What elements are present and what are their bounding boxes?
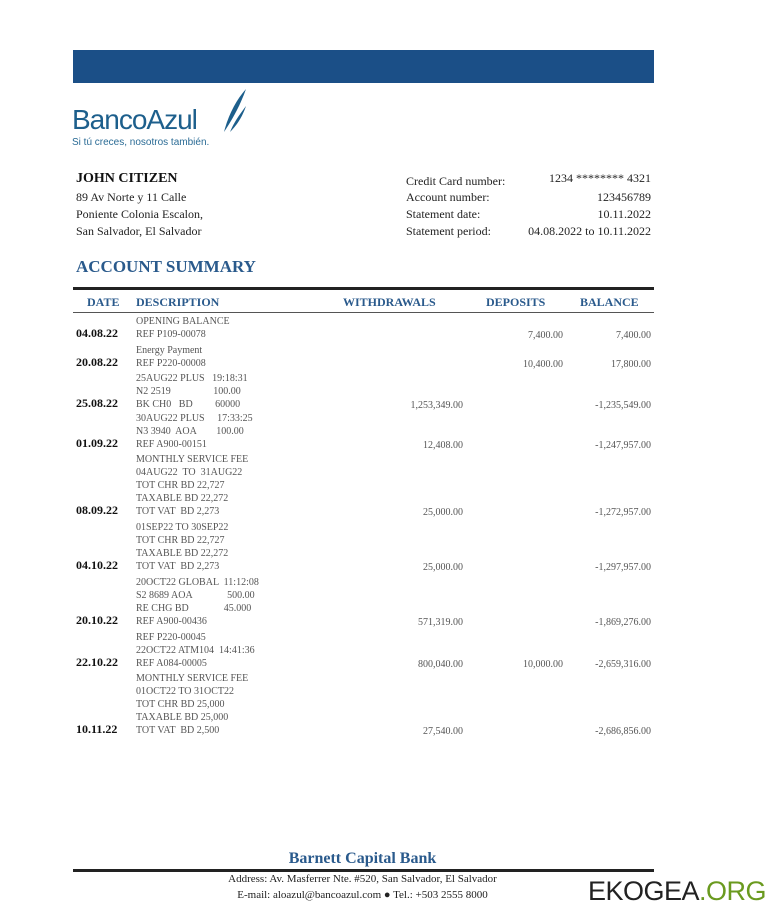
watermark-main: EKOGEA bbox=[588, 876, 700, 906]
table-row bbox=[0, 576, 743, 628]
footer-contact: E-mail: aloazul@bancoazul.com ● Tel.: +503 2555 8000 bbox=[237, 889, 488, 901]
table-row bbox=[0, 631, 743, 670]
transaction-balance: -1,297,957.00 bbox=[595, 562, 651, 573]
transaction-date: 22.10.22 bbox=[76, 655, 118, 669]
statement-period-value: 04.08.2022 to 10.11.2022 bbox=[528, 224, 651, 238]
customer-address-line: 89 Av Norte y 11 Calle bbox=[76, 190, 187, 204]
card-number-label: Credit Card number: bbox=[406, 174, 506, 188]
table-row bbox=[0, 453, 743, 518]
watermark bbox=[588, 876, 766, 907]
table-row bbox=[0, 344, 743, 370]
transaction-description: 20OCT22 GLOBAL 11:12:08 S2 8689 AOA 500.00 RE CHG BD 45.000 REF A900-00436 bbox=[136, 577, 259, 627]
transaction-date: 08.09.22 bbox=[76, 503, 118, 517]
customer-address-line: San Salvador, El Salvador bbox=[76, 224, 202, 238]
account-number-label: Account number: bbox=[406, 190, 490, 204]
table-row bbox=[0, 672, 743, 737]
bank-logo: BancoAzul bbox=[72, 104, 197, 135]
transaction-description: REF P220-00045 22OCT22 ATM104 14:41:36 REF A084-00005 bbox=[136, 632, 255, 669]
customer-address-line: Poniente Colonia Escalon, bbox=[76, 207, 203, 221]
table-row bbox=[0, 372, 743, 411]
table-top-rule bbox=[73, 287, 654, 290]
transaction-description: MONTHLY SERVICE FEE 04AUG22 TO 31AUG22 TOT CHR BD 22,727 TAXABLE BD 22,272 TOT VAT BD 2,273 bbox=[136, 454, 249, 517]
transaction-withdrawal: 800,040.00 bbox=[418, 659, 463, 670]
watermark-suffix: .ORG bbox=[699, 876, 766, 906]
customer-name: JOHN CITIZEN bbox=[76, 171, 178, 186]
column-header-balance: BALANCE bbox=[580, 295, 639, 309]
transaction-description: OPENING BALANCE REF P109-00078 bbox=[136, 316, 230, 340]
transaction-date: 01.09.22 bbox=[76, 436, 118, 450]
transaction-withdrawal: 25,000.00 bbox=[423, 562, 463, 573]
transaction-date: 04.10.22 bbox=[76, 558, 118, 572]
transaction-deposit: 10,000.00 bbox=[523, 659, 563, 670]
table-header-rule bbox=[73, 312, 654, 313]
transaction-withdrawal: 1,253,349.00 bbox=[410, 400, 463, 411]
transaction-description: MONTHLY SERVICE FEE 01OCT22 TO 31OCT22 TOT CHR BD 25,000 TAXABLE BD 25,000 TOT VAT BD 2,500 bbox=[136, 673, 249, 736]
transaction-date: 20.08.22 bbox=[76, 355, 118, 369]
table-row bbox=[0, 412, 743, 451]
transaction-deposit: 10,400.00 bbox=[523, 359, 563, 370]
transaction-balance: -1,247,957.00 bbox=[595, 440, 651, 451]
transaction-description: 30AUG22 PLUS 17:33:25 N3 3940 AOA 100.00 REF A900-00151 bbox=[136, 413, 253, 450]
column-header-withdrawals: WITHDRAWALS bbox=[343, 295, 436, 309]
logo-feather-icon bbox=[222, 88, 248, 134]
account-number-value: 123456789 bbox=[597, 190, 651, 204]
column-header-description: DESCRIPTION bbox=[136, 295, 220, 309]
transaction-date: 10.11.22 bbox=[76, 722, 118, 736]
table-row bbox=[0, 521, 743, 573]
transaction-balance: -1,235,549.00 bbox=[595, 400, 651, 411]
transaction-date: 25.08.22 bbox=[76, 396, 118, 410]
header-bar bbox=[73, 50, 654, 83]
transaction-withdrawal: 25,000.00 bbox=[423, 507, 463, 518]
card-number-value: 1234 ******** 4321 bbox=[549, 171, 651, 185]
footer-rule bbox=[73, 869, 654, 872]
column-header-deposits: DEPOSITS bbox=[486, 295, 546, 309]
transaction-balance: 7,400.00 bbox=[616, 330, 651, 341]
transaction-balance: 17,800.00 bbox=[611, 359, 651, 370]
column-header-date: DATE bbox=[87, 295, 120, 309]
transaction-date: 04.08.22 bbox=[76, 326, 118, 340]
statement-period-label: Statement period: bbox=[406, 224, 491, 238]
bank-tagline: Si tú creces, nosotros también. bbox=[72, 137, 210, 148]
transaction-description: 01SEP22 TO 30SEP22 TOT CHR BD 22,727 TAXABLE BD 22,272 TOT VAT BD 2,273 bbox=[136, 522, 229, 572]
section-title: ACCOUNT SUMMARY bbox=[76, 257, 256, 276]
transaction-balance: -1,272,957.00 bbox=[595, 507, 651, 518]
statement-date-label: Statement date: bbox=[406, 207, 481, 221]
transaction-description: Energy Payment REF P220-00008 bbox=[136, 345, 206, 369]
footer-address: Address: Av. Masferrer Nte. #520, San Salvador, El Salvador bbox=[228, 873, 497, 885]
footer-bank-name: Barnett Capital Bank bbox=[288, 850, 437, 867]
statement-date-value: 10.11.2022 bbox=[597, 207, 651, 221]
transaction-withdrawal: 12,408.00 bbox=[423, 440, 463, 451]
transaction-description: 25AUG22 PLUS 19:18:31 N2 2519 100.00 BK CH0 BD 60000 bbox=[136, 373, 248, 410]
transaction-balance: -2,659,316.00 bbox=[595, 659, 651, 670]
transaction-balance: -2,686,856.00 bbox=[595, 726, 651, 737]
transaction-withdrawal: 27,540.00 bbox=[423, 726, 463, 737]
transaction-withdrawal: 571,319.00 bbox=[418, 617, 463, 628]
transaction-deposit: 7,400.00 bbox=[528, 330, 563, 341]
transaction-balance: -1,869,276.00 bbox=[595, 617, 651, 628]
transaction-date: 20.10.22 bbox=[76, 613, 118, 627]
table-row bbox=[0, 315, 743, 341]
